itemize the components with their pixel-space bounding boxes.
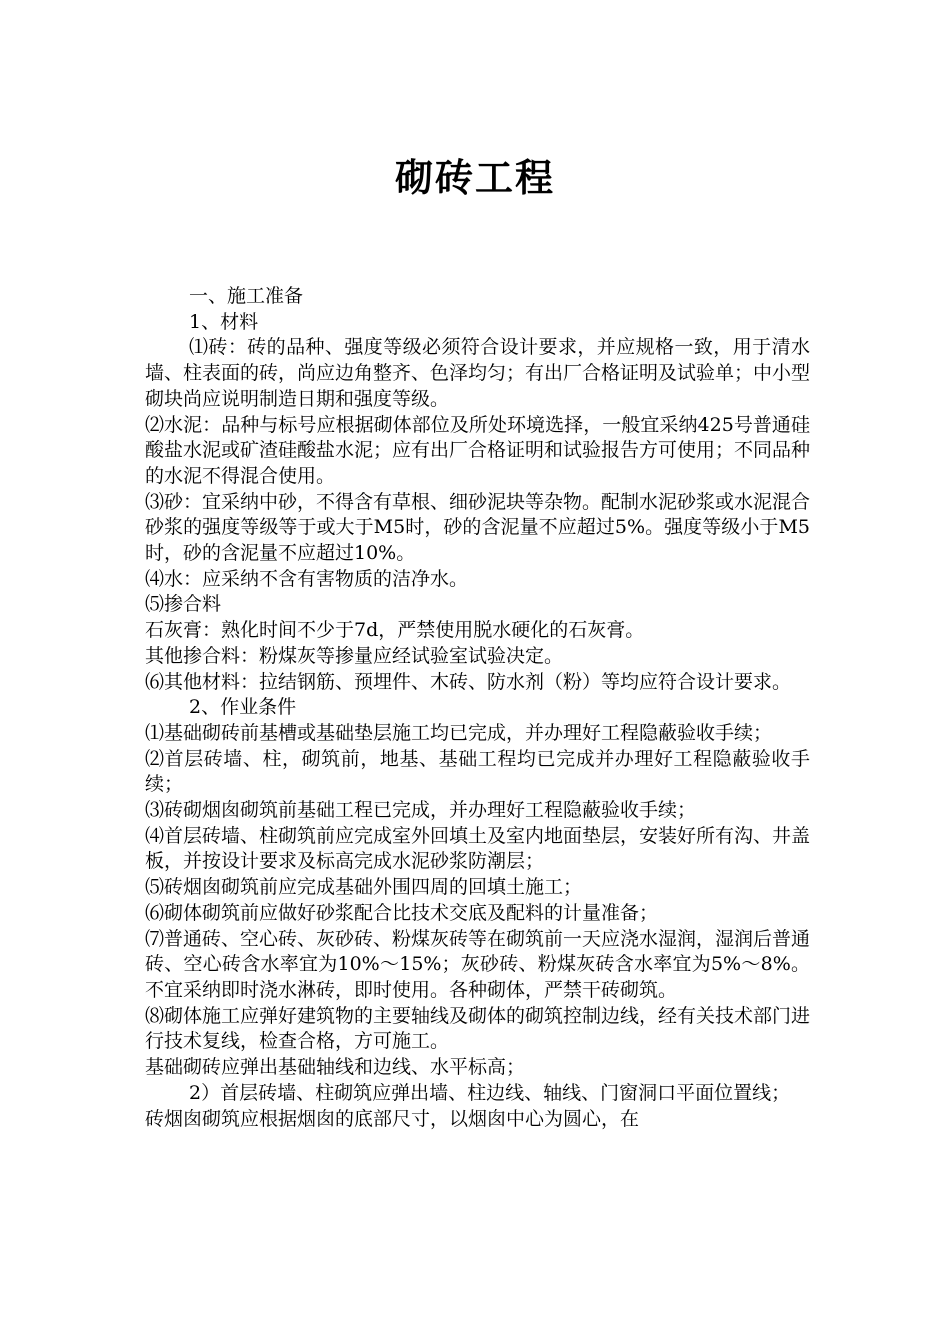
paragraph: 基础砌砖应弹出基础轴线和边线、水平标高； xyxy=(145,1056,526,1079)
paragraph: ⑹其他材料：拉结钢筋、预埋件、木砖、防水剂（粉）等均应符合设计要求。 xyxy=(145,670,792,693)
paragraph: ⑶砂：宜采纳中砂，不得含有草根、细砂泥块等杂物。配制水泥砂浆或水泥混合砂浆的强度等级等于或大于M5时，砂的含泥量不应超过5%。强度等级小于M5时，砂的含泥量不应超过10%。 xyxy=(145,490,811,565)
subsection-heading: 1、材料 xyxy=(189,310,259,333)
paragraph: ⑻砌体施工应弹好建筑物的主要轴线及砌体的砌筑控制边线，经有关技术部门进行技术复线，检查合格，方可施工。 xyxy=(145,1004,811,1053)
paragraph: 2）首层砖墙、柱砌筑应弹出墙、柱边线、轴线、门窗洞口平面位置线； xyxy=(189,1081,791,1104)
paragraph: ⑴基础砌砖前基槽或基础垫层施工均已完成，并办理好工程隐蔽验收手续； xyxy=(145,721,773,744)
paragraph: ⑶砖砌烟囱砌筑前基础工程已完成，并办理好工程隐蔽验收手续； xyxy=(145,799,697,822)
paragraph: ⑵首层砖墙、柱，砌筑前，地基、基础工程均已完成并办理好工程隐蔽验收手续； xyxy=(145,747,810,796)
paragraph: ⑷首层砖墙、柱砌筑前应完成室外回填土及室内地面垫层，安装好所有沟、井盖板，并按设计要求及标高完成水泥砂浆防潮层； xyxy=(145,824,811,873)
paragraph: ⑴砖：砖的品种、强度等级必须符合设计要求，并应规格一致，用于清水墙、柱表面的砖，尚应边角整齐、色泽均匀；有出厂合格证明及试验单；中小型砌块尚应说明制造日期和强度等级。 xyxy=(145,336,811,410)
paragraph: ⑸砖烟囱砌筑前应完成基础外围四周的回填土施工； xyxy=(145,876,583,899)
paragraph: ⑷水：应采纳不含有害物质的洁净水。 xyxy=(145,567,469,590)
subsection-heading: 2、作业条件 xyxy=(189,696,297,719)
paragraph: 石灰膏：熟化时间不少于7d，严禁使用脱水硬化的石灰膏。 xyxy=(145,619,645,642)
section-heading: 一、施工准备 xyxy=(189,285,304,307)
paragraph: 砖烟囱砌筑应根据烟囱的底部尺寸，以烟囱中心为圆心，在 xyxy=(145,1107,640,1130)
document-title: 砌砖工程 xyxy=(394,156,555,200)
paragraph: 其他掺合料：粉煤灰等掺量应经试验室试验决定。 xyxy=(145,644,564,667)
paragraph: ⑸掺合料 xyxy=(145,593,222,616)
paragraph: ⑵水泥：品种与标号应根据砌体部位及所处环境选择，一般宜采纳425号普通硅酸盐水泥或矿渣硅酸盐水泥；应有出厂合格证明和试验报告方可使用；不同品种的水泥不得混合使用。 xyxy=(145,413,811,487)
document-body xyxy=(145,284,810,1132)
paragraph: ⑹砌体砌筑前应做好砂浆配合比技术交底及配料的计量准备； xyxy=(145,901,659,924)
paragraph: ⑺普通砖、空心砖、灰砂砖、粉煤灰砖等在砌筑前一天应浇水湿润，湿润后普通砖、空心砖含水率宜为10%～15%；灰砂砖、粉煤灰砖含水率宜为5%～8%。不宜采纳即时浇水淋砖，即时使用。各种砌体，严禁干砖砌筑。 xyxy=(145,927,811,1001)
